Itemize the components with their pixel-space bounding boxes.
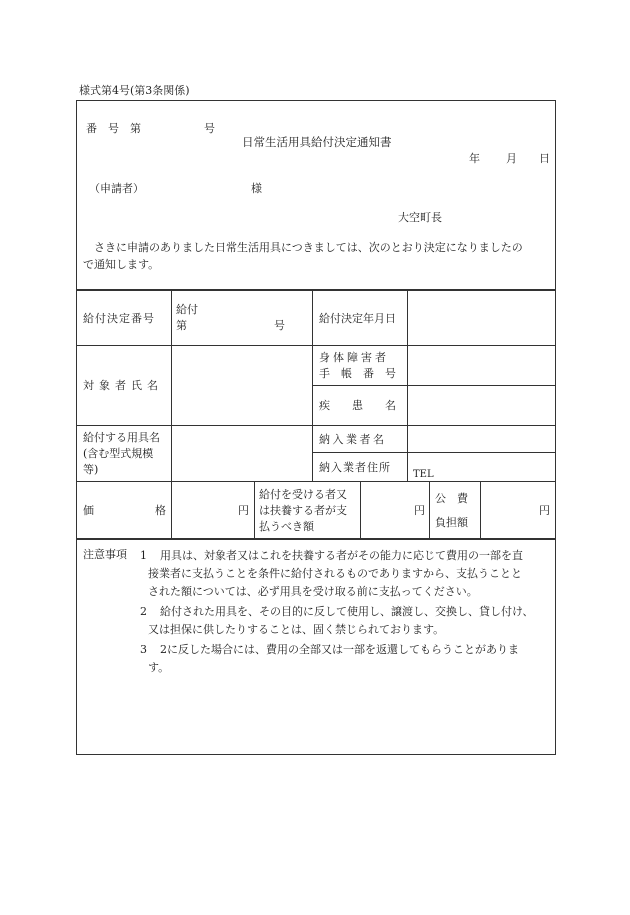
note-3-line2: す。 xyxy=(148,661,170,674)
note-2-line2: 又は担保に供したりすることは、固く禁じられております。 xyxy=(148,623,445,636)
price-label-b: 格 xyxy=(155,504,166,517)
intro-text-line2: で通知します。 xyxy=(83,258,160,271)
document-title: 日常生活用具給付決定通知書 xyxy=(242,135,392,149)
note-1-line3: された額については、必ず用具を受け取る前に支払ってください。 xyxy=(148,585,478,598)
col-divider xyxy=(360,481,361,538)
row-divider xyxy=(312,385,556,386)
col-divider xyxy=(312,289,313,481)
applicant-honorific: 様 xyxy=(251,182,262,195)
note-3-line1: 2に反した場合には、費用の全部又は一部を返還してもらうことがありま xyxy=(160,643,519,656)
row-divider xyxy=(76,481,556,482)
supplier-name-label: 納入業者名 xyxy=(319,433,387,446)
public-expense-line1: 公 費 xyxy=(435,492,468,505)
disability-book-label-line2: 手 帳 番 号 xyxy=(319,367,396,380)
form-number-label: 様式第4号(第3条関係) xyxy=(79,84,190,97)
note-1-number: 1 xyxy=(140,549,147,562)
date-year: 年 xyxy=(469,152,480,165)
burden-label-line3: 払うべき額 xyxy=(259,520,314,533)
supplier-address-label: 納入業者住所 xyxy=(319,461,391,474)
public-expense-yen: 円 xyxy=(539,504,550,517)
burden-label-line2: は扶養する者が支 xyxy=(259,504,347,517)
notes-label: 注意事項 xyxy=(83,548,127,561)
col-divider xyxy=(429,481,430,538)
applicant-label: （申請者） xyxy=(89,182,144,195)
dai-label: 第 xyxy=(176,319,187,332)
row-divider xyxy=(312,452,556,453)
go-label: 号 xyxy=(274,319,285,332)
table-top-border xyxy=(76,289,556,291)
note-1-line1: 用具は、対象者又はこれを扶養する者がその能力に応じて費用の一部を直 xyxy=(160,549,523,562)
burden-label-line1: 給付を受ける者又 xyxy=(259,488,347,501)
intro-text-line1: さきに申請のありました日常生活用具につきましては、次のとおり決定になりましたの xyxy=(94,241,523,254)
number-prefix: 番 号 第 xyxy=(86,122,141,135)
col-divider xyxy=(254,481,255,538)
tel-label: TEL xyxy=(413,469,434,480)
number-suffix: 号 xyxy=(204,122,215,135)
equipment-label-line3: 等) xyxy=(83,463,99,476)
price-yen: 円 xyxy=(238,504,249,517)
issuer-name: 大空町長 xyxy=(398,211,442,224)
note-2-number: 2 xyxy=(140,605,147,618)
burden-yen: 円 xyxy=(414,504,425,517)
disease-label: 疾 患 名 xyxy=(319,399,396,412)
note-3-number: 3 xyxy=(140,643,147,656)
kyufu-label: 給付 xyxy=(176,303,198,316)
col-divider xyxy=(480,481,481,538)
date-day: 日 xyxy=(539,152,550,165)
col-divider xyxy=(171,289,172,538)
col-divider xyxy=(407,289,408,481)
equipment-label-line1: 給付する用具名 xyxy=(83,431,160,444)
target-name-label: 対象者氏名 xyxy=(83,379,163,392)
table-bottom-border xyxy=(76,538,556,540)
disability-book-label-line1: 身体障害者 xyxy=(319,351,389,364)
public-expense-line2: 負担額 xyxy=(435,516,468,529)
note-1-line2: 接業者に支払うことを条件に給付されるものでありますから、支払うことと xyxy=(148,567,522,580)
row-divider xyxy=(76,345,556,346)
note-2-line1: 給付された用具を、その目的に反して使用し、譲渡し、交換し、貸し付け、 xyxy=(160,605,534,618)
equipment-label-line2: (含む型式規模 xyxy=(83,447,154,460)
row-divider xyxy=(76,425,556,426)
price-label-a: 価 xyxy=(83,504,94,517)
date-month: 月 xyxy=(506,152,517,165)
decision-number-label: 給付決定番号 xyxy=(83,312,155,325)
decision-date-label: 給付決定年月日 xyxy=(319,312,396,325)
